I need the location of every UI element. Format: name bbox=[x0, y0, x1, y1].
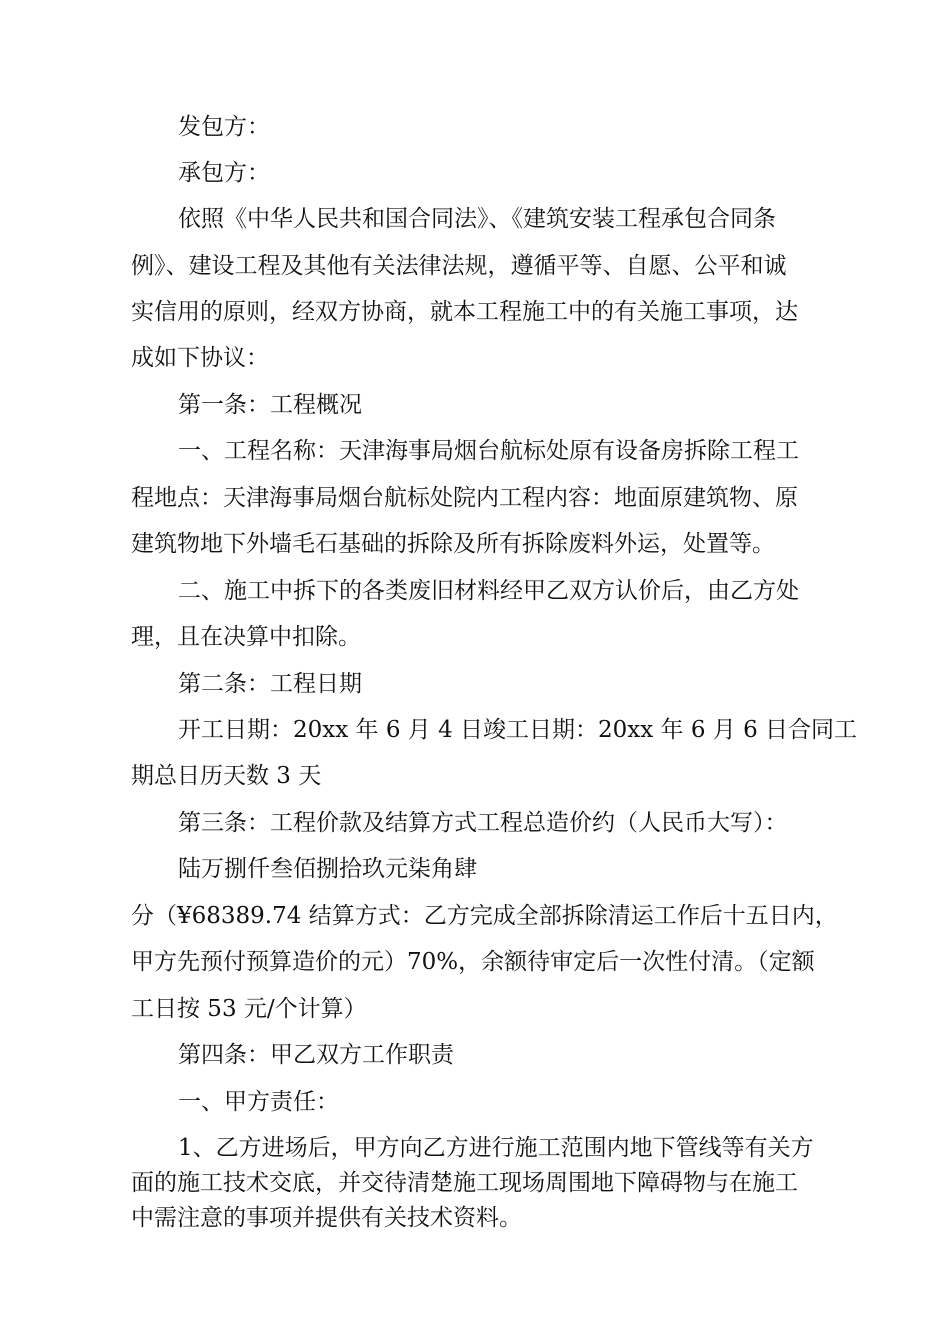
line-preamble-1: 依照《中华人民共和国合同法》、《建筑安装工程承包合同条 bbox=[178, 206, 776, 232]
article-4-heading: 第四条：甲乙双方工作职责 bbox=[178, 1042, 454, 1068]
article-4-item-1-line-1: 1、乙方进场后，甲方向乙方进行施工范围内地下管线等有关方 bbox=[178, 1135, 814, 1161]
article-4-party-a-heading: 一、甲方责任： bbox=[178, 1089, 339, 1115]
article-1-item-2-line-1: 二、施工中拆下的各类废旧材料经甲乙双方认价后，由乙方处 bbox=[178, 578, 799, 604]
article-1-heading: 第一条：工程概况 bbox=[178, 392, 362, 418]
article-2-heading: 第二条：工程日期 bbox=[178, 671, 362, 697]
line-employer: 发包方： bbox=[178, 114, 270, 140]
article-4-item-1-line-2: 面的施工技术交底，并交待清楚施工现场周围地下障碍物与在施工 bbox=[131, 1170, 798, 1196]
article-3-amount-words: 陆万捌仟叁佰捌拾玖元柒角肆 bbox=[178, 856, 477, 882]
article-3-payment-line-1: 分（¥68389.74 结算方式：乙方完成全部拆除清运工作后十五日内， bbox=[131, 903, 838, 929]
article-3-payment-line-2: 甲方先预付预算造价的元）70%，余额待审定后一次性付清。（定额 bbox=[131, 949, 815, 975]
article-1-item-2-line-2: 理，且在决算中扣除。 bbox=[131, 624, 361, 650]
article-2-dates-line-2: 期总日历天数 3 天 bbox=[131, 763, 322, 789]
article-1-item-1-line-2: 程地点：天津海事局烟台航标处院内工程内容：地面原建筑物、原 bbox=[131, 485, 798, 511]
article-3-heading: 第三条：工程价款及结算方式工程总造价约（人民币大写）： bbox=[178, 810, 788, 836]
line-contractor: 承包方： bbox=[178, 160, 270, 186]
line-preamble-3: 实信用的原则，经双方协商，就本工程施工中的有关施工事项，达 bbox=[131, 299, 798, 325]
article-1-item-1-line-3: 建筑物地下外墙毛石基础的拆除及所有拆除废料外运，处置等。 bbox=[131, 531, 775, 557]
article-3-payment-line-3: 工日按 53 元/个计算） bbox=[131, 996, 367, 1022]
article-2-dates-line-1: 开工日期：20xx 年 6 月 4 日竣工日期：20xx 年 6 月 6 日合同工 bbox=[178, 717, 858, 743]
article-4-item-1-line-3: 中需注意的事项并提供有关技术资料。 bbox=[131, 1205, 522, 1231]
line-preamble-4: 成如下协议： bbox=[131, 345, 269, 371]
article-1-item-1-line-1: 一、工程名称：天津海事局烟台航标处原有设备房拆除工程工 bbox=[178, 438, 799, 464]
line-preamble-2: 例》、建设工程及其他有关法律法规，遵循平等、自愿、公平和诚 bbox=[131, 253, 787, 279]
